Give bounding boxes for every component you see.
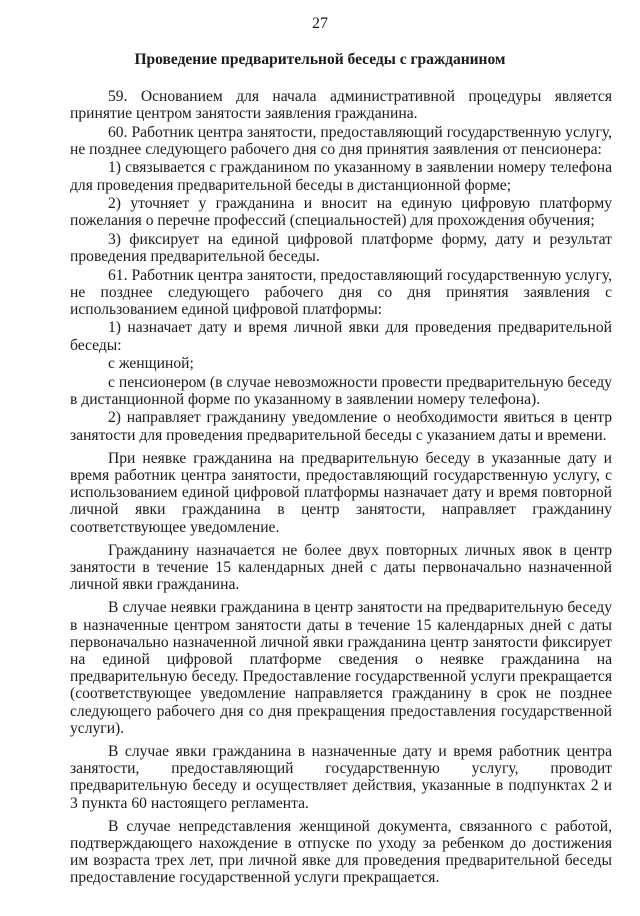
paragraph-60-item-3: 3) фиксирует на единой цифровой платформе форму, дату и результат проведения предварительной беседы. (70, 230, 612, 266)
paragraph-60-item-2: 2) уточняет у гражданина и вносит на единую цифровую платформу пожелания о перечне профессий (специальностей) для прохождения обучения; (70, 195, 612, 230)
section-heading: Проведение предварительной беседы с гражданином (134, 51, 506, 68)
paragraph-appearance: В случае явки гражданина в назначенные дату и время работник центра занятости, предоставляющий государственную услугу, проводит предварительную беседу и осуществляет действия, указанные в подпунктах 2 и 3 пункта 60 настоящего регламента. (70, 742, 612, 812)
paragraph-no-show: При неявке гражданина на предварительную беседу в указанные дату и время работник центра занятости, предоставляющий государственную услугу, с использованием единой цифровой платформы назначает дату и время повторной личной явки гражданина в центр занятости, направляет гражданину соответствующее уведомление. (70, 449, 612, 536)
paragraph-no-document: В случае непредставления женщиной документа, связанного с работой, подтверждающего нахождение в отпуске по уходу за ребенком до достижения им возраста трех лет, при личной явке для проведения предварительной беседы предоставление государственной услуги прекращается. (70, 817, 612, 887)
paragraph-59: 59. Основанием для начала административной процедуры является принятие центром занятости заявления гражданина. (70, 88, 612, 123)
paragraph-termination-no-show: В случае неявки гражданина в центр занятости на предварительную беседу в назначенные центром занятости даты в течение 15 календарных дней с даты первоначально назначенной личной явки гражданина центр занятости фиксирует на единой цифровой платформе сведения о неявке гражданина на предварительную беседу. Предоставление государственной услуги прекращается (соответствующее уведомление направляется гражданину в срок не позднее следующего рабочего дня со дня прекращения предоставления государственной услуги). (70, 599, 612, 737)
paragraph-repeat-visits: Гражданину назначается не более двух повторных личных явок в центр занятости в течение 15 календарных дней с даты первоначально назначенной личной явки гражданина. (70, 541, 612, 594)
paragraph-61-item-1: 1) назначает дату и время личной явки для проведения предварительной беседы: (70, 319, 612, 354)
paragraph-60-item-1: 1) связывается с гражданином по указанному в заявлении номеру телефона для проведения предварительной беседы в дистанционной форме; (70, 159, 612, 194)
paragraph-60: 60. Работник центра занятости, предоставляющий государственную услугу, не позднее следующего рабочего дня со дня принятия заявления от пенсионера: (70, 123, 612, 158)
paragraph-61-item-1-woman: с женщиной; (108, 355, 194, 373)
page-number: 27 (312, 15, 328, 32)
document-body (70, 88, 612, 888)
paragraph-61-item-2: 2) направляет гражданину уведомление о необходимости явиться в центр занятости для проведения предварительной беседы с указанием даты и времени. (70, 409, 612, 444)
paragraph-61: 61. Работник центра занятости, предоставляющий государственную услугу, не позднее следующего рабочего дня со дня принятия заявления с использованием единой цифровой платформы: (70, 266, 612, 318)
paragraph-61-item-1-pensioner: с пенсионером (в случае невозможности провести предварительную беседу в дистанционной форме по указанному в заявлении номеру телефона). (70, 373, 612, 408)
